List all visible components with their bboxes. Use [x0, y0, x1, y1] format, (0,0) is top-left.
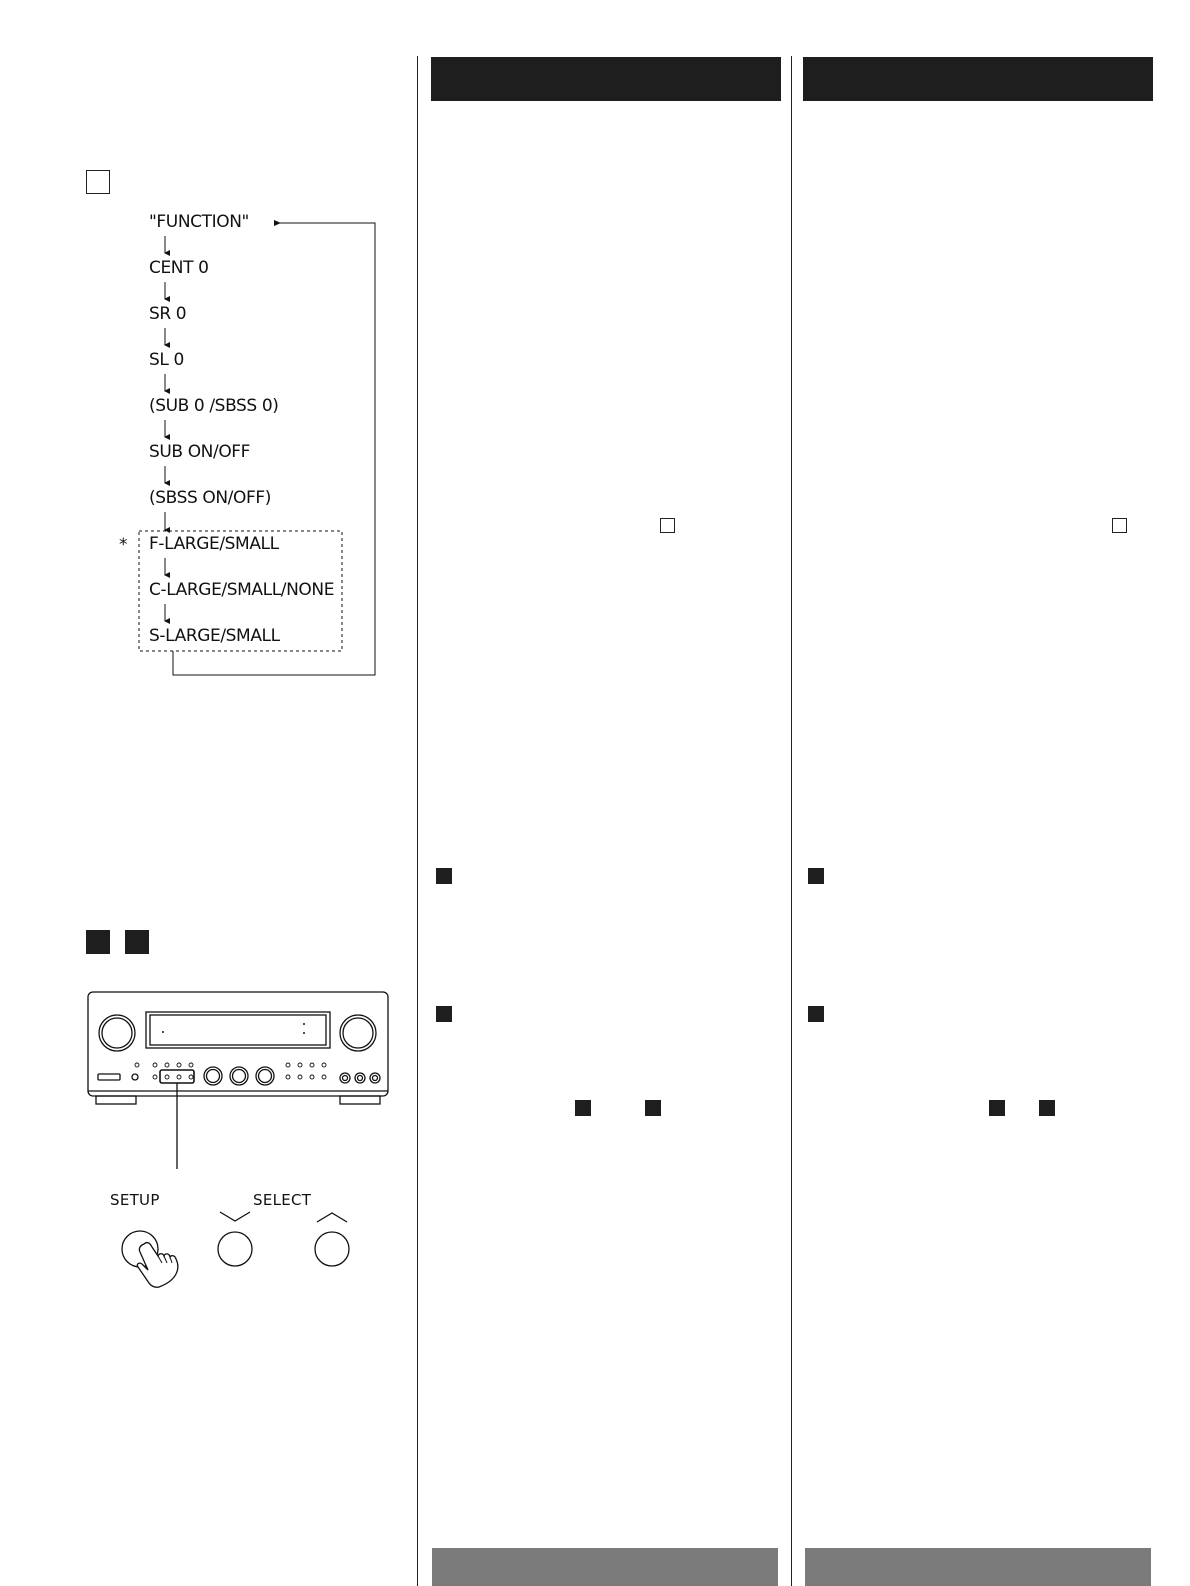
select-button-label: SELECT — [253, 1191, 312, 1209]
column-footer-bar-middle — [432, 1548, 778, 1586]
flow-item-center-size: C-LARGE/SMALL/NONE — [149, 580, 335, 600]
bullet-square-middle-1 — [436, 868, 452, 884]
inline-step-marker — [989, 1100, 1005, 1116]
flow-item-front-size: F-LARGE/SMALL — [149, 534, 279, 554]
reference-box-middle — [660, 518, 675, 533]
flow-asterisk: * — [119, 535, 128, 555]
inline-step-marker — [645, 1100, 661, 1116]
flow-item-sub-onoff: SUB ON/OFF — [149, 442, 251, 462]
bullet-square-right-1 — [808, 868, 824, 884]
bullet-square-middle-2 — [436, 1006, 452, 1022]
column-divider-left — [417, 56, 418, 1586]
flow-item-function: "FUNCTION" — [149, 212, 249, 232]
inline-step-marker — [575, 1100, 591, 1116]
chevron-up-icon — [317, 1213, 347, 1222]
bullet-square-right-2 — [808, 1006, 824, 1022]
flow-item-sub-sbss-level: (SUB 0 /SBSS 0) — [149, 396, 279, 416]
flow-item-sbss-onoff: (SBSS ON/OFF) — [149, 488, 271, 508]
column-divider-right — [791, 56, 792, 1586]
select-down-button — [218, 1232, 252, 1266]
step-marker-filled — [86, 930, 110, 954]
receiver-front-panel — [80, 985, 400, 1170]
reference-box-right — [1112, 518, 1127, 533]
flow-item-sl: SL 0 — [149, 350, 184, 370]
flow-item-sr: SR 0 — [149, 304, 187, 324]
step-marker-filled — [125, 930, 149, 954]
inline-step-marker — [1039, 1100, 1055, 1116]
flow-item-cent: CENT 0 — [149, 258, 209, 278]
column-header-bar-right — [803, 57, 1153, 101]
select-up-button — [315, 1232, 349, 1266]
flow-item-surround-size: S-LARGE/SMALL — [149, 626, 280, 646]
column-footer-bar-right — [805, 1548, 1151, 1586]
chevron-down-icon — [220, 1212, 250, 1221]
setup-button-label: SETUP — [110, 1191, 160, 1209]
column-header-bar-middle — [431, 57, 781, 101]
setup-select-buttons — [100, 1200, 380, 1300]
